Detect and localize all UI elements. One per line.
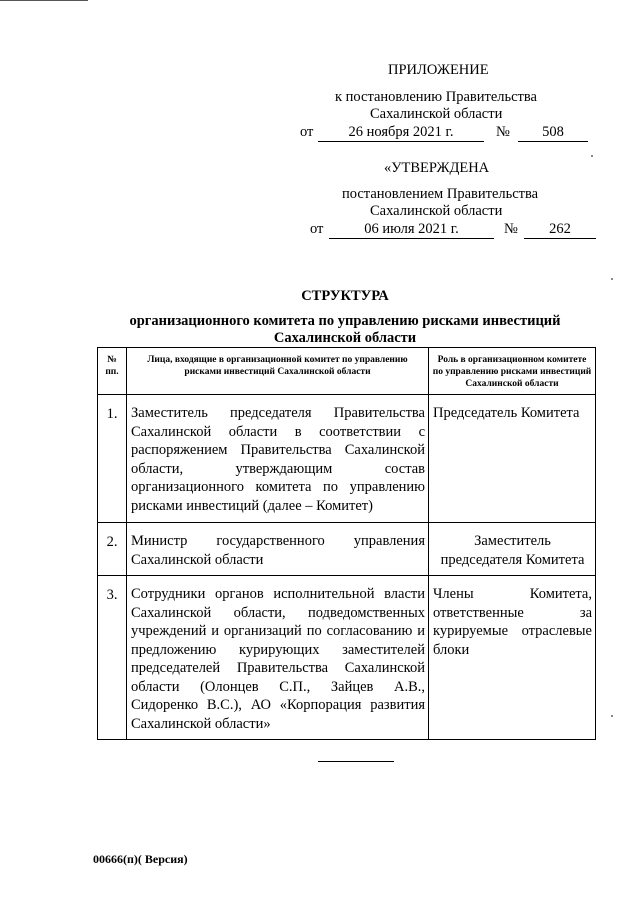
table-row bbox=[98, 576, 596, 740]
annex-number: 508 bbox=[518, 124, 588, 142]
row-role: Члены Комитета, ответственные за курируемые отраслевые блоки bbox=[429, 576, 596, 740]
row-person: Министр государственного управления Сахалинской области bbox=[127, 523, 429, 576]
document-title: СТРУКТУРА bbox=[301, 288, 389, 304]
scan-speck bbox=[611, 278, 613, 280]
row-person: Сотрудники органов исполнительной власти Сахалинской области, подведомственных учреждений и организаций по согласованию и предложению курирующих заместителей председателей Правительства Сахалинской области (Олонцев С.П., Зайцев А.В., Сидоренко В.С.), АО «Корпорация развития Сахалинской области» bbox=[127, 576, 429, 740]
footer-code: 00666(п)( Версия) bbox=[93, 852, 188, 866]
row-number: 1. bbox=[98, 395, 127, 523]
row-number: 2. bbox=[98, 523, 127, 576]
scan-edge-line bbox=[0, 0, 88, 1]
approved-number: 262 bbox=[524, 221, 596, 239]
approved-from-label: от bbox=[310, 221, 324, 237]
approved-line2: Сахалинской области bbox=[370, 203, 503, 219]
approved-no-label: № bbox=[504, 221, 518, 237]
annex-line2: Сахалинской области bbox=[370, 106, 503, 122]
approved-title: «УТВЕРЖДЕНА bbox=[384, 160, 490, 176]
annex-no-label: № bbox=[496, 124, 510, 140]
header-role: Роль в организационном комитете по управлению рисками инвестиций Сахалинской области bbox=[429, 348, 596, 395]
row-role: Председатель Комитета bbox=[429, 395, 596, 523]
end-separator-line bbox=[318, 761, 394, 762]
annex-line1: к постановлению Правительства bbox=[335, 89, 537, 105]
row-person: Заместитель председателя Правительства Сахалинской области в соответствии с распоряжением Правительства Сахалинской области, утверждающим состав организационного комитета по управлению рисками инвестиций (далее – Комитет) bbox=[127, 395, 429, 523]
header-persons: Лица, входящие в организационной комитет по управлению рисками инвестиций Сахалинской области bbox=[127, 348, 429, 395]
table-row bbox=[98, 395, 596, 523]
row-number: 3. bbox=[98, 576, 127, 740]
scan-speck bbox=[611, 715, 613, 717]
annex-date: 26 ноября 2021 г. bbox=[318, 124, 484, 142]
table-header-row bbox=[98, 348, 596, 395]
annex-title: ПРИЛОЖЕНИЕ bbox=[388, 62, 489, 78]
document-subtitle-line2: Сахалинской области bbox=[273, 330, 417, 346]
document-subtitle-line1: организационного комитета по управлению рисками инвестиций bbox=[129, 313, 561, 329]
approved-line1: постановлением Правительства bbox=[342, 186, 539, 202]
approved-date: 06 июля 2021 г. bbox=[329, 221, 494, 239]
annex-from-label: от bbox=[300, 124, 314, 140]
row-role: Заместитель председателя Комитета bbox=[429, 523, 596, 576]
structure-table bbox=[97, 347, 596, 740]
table-row bbox=[98, 523, 596, 576]
header-number: № пп. bbox=[98, 348, 127, 395]
scan-speck bbox=[591, 155, 593, 157]
